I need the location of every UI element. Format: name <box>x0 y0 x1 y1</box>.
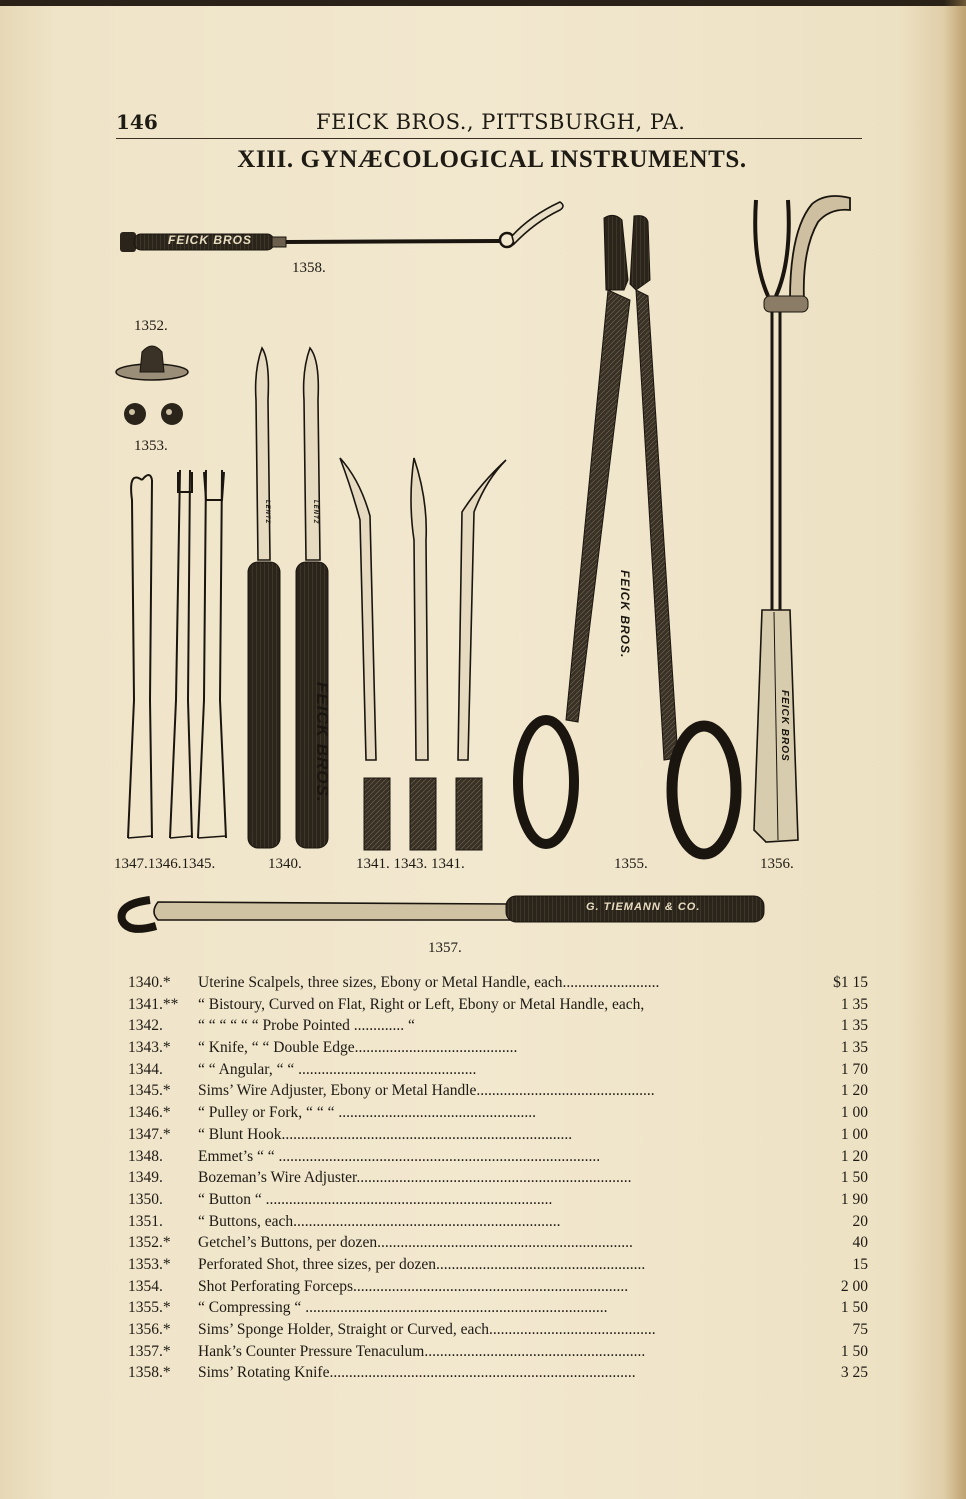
item-price: 1 50 <box>840 1299 868 1317</box>
price-row <box>128 1017 868 1039</box>
item-price: 75 <box>852 1321 868 1338</box>
item-price: 15 <box>852 1255 868 1273</box>
brand-inscription-holder: FEICK BROS <box>779 690 790 762</box>
price-row <box>128 1299 868 1321</box>
item-number: 1354. <box>128 1277 163 1295</box>
item-number: 1349. <box>128 1169 163 1187</box>
price-list <box>128 974 868 1386</box>
maker-inscription-scalpel-2: LENTZ <box>312 500 318 525</box>
price-row <box>128 1126 868 1148</box>
price-row <box>128 1148 868 1170</box>
item-number: 1357.* <box>128 1342 171 1360</box>
caption-1352: 1352. <box>134 318 168 334</box>
item-price: 40 <box>852 1234 868 1252</box>
item-number: 1343.* <box>128 1039 171 1057</box>
item-description: “ Bistoury, Curved on Flat, Right or Left, Ebony or Metal Handle, each, <box>198 995 645 1013</box>
item-number: 1355.* <box>128 1299 171 1317</box>
price-row <box>128 1082 868 1104</box>
price-row <box>128 996 868 1018</box>
item-number: 1344. <box>128 1060 163 1078</box>
item-price: 1 00 <box>840 1104 868 1122</box>
maker-inscription-scalpel-1: LENTZ <box>264 500 270 525</box>
item-number: 1351. <box>128 1212 163 1230</box>
item-price: 3 25 <box>840 1364 868 1382</box>
running-title: FEICK BROS., PITTSBURGH, PA. <box>316 110 686 134</box>
caption-1357: 1357. <box>428 940 462 956</box>
item-price: 1 20 <box>840 1147 868 1165</box>
caption-1341-1343-1341: 1341. 1343. 1341. <box>356 856 465 872</box>
item-description: Sims’ Sponge Holder, Straight or Curved, each........................................... <box>198 1321 656 1338</box>
price-row <box>128 1278 868 1300</box>
item-price: 1 50 <box>840 1342 868 1360</box>
item-price: 1 70 <box>840 1060 868 1078</box>
item-price: 2 00 <box>840 1277 868 1295</box>
caption-1356: 1356. <box>760 856 794 872</box>
wire-adjusters-1345-1347-illustration <box>128 470 226 838</box>
item-price: 1 20 <box>840 1082 868 1100</box>
item-description: Perforated Shot, three sizes, per dozen...................................................... <box>198 1255 646 1273</box>
compressing-forceps-1355-illustration <box>518 215 736 854</box>
item-description: “ Compressing “ .............................................................................. <box>198 1299 608 1317</box>
item-price: 1 50 <box>840 1169 868 1187</box>
item-description: Bozeman’s Wire Adjuster....................................................................... <box>198 1169 632 1187</box>
price-row <box>128 1234 868 1256</box>
item-price: $1 15 <box>833 974 868 991</box>
brand-inscription-knives: FEICK BROS. <box>313 682 332 803</box>
caption-1353: 1353. <box>134 438 168 454</box>
item-number: 1345.* <box>128 1082 171 1100</box>
item-number: 1356.* <box>128 1321 171 1338</box>
item-description: “ Pulley or Fork, “ “ “ ................................................... <box>198 1104 536 1122</box>
item-description: Hank’s Counter Pressure Tenaculum......................................................... <box>198 1342 646 1360</box>
perforated-shot-1353-illustration <box>124 403 183 425</box>
item-number: 1348. <box>128 1147 163 1165</box>
price-row <box>128 1104 868 1126</box>
item-description: Shot Perforating Forceps....................................................................... <box>198 1277 629 1295</box>
item-price: 1 00 <box>840 1125 868 1143</box>
price-row <box>128 1213 868 1235</box>
item-number: 1353.* <box>128 1255 171 1273</box>
price-row <box>128 1364 868 1386</box>
price-row <box>128 1169 868 1191</box>
price-row <box>128 1321 868 1343</box>
bistoury-knives-1341-1343-illustration <box>340 458 506 850</box>
item-number: 1341.** <box>128 995 179 1013</box>
caption-1340: 1340. <box>268 856 302 872</box>
item-description: “ Button “ .......................................................................... <box>198 1190 553 1208</box>
item-price: 1 35 <box>840 995 868 1013</box>
caption-1347-1346-1345: 1347.1346.1345. <box>114 856 216 872</box>
item-number: 1340.* <box>128 974 171 991</box>
item-description: Sims’ Wire Adjuster, Ebony or Metal Handle.............................................. <box>198 1082 655 1100</box>
item-description: Emmet’s “ “ ................................................................................... <box>198 1147 601 1165</box>
item-description: “ Blunt Hook........................................................................... <box>198 1125 573 1143</box>
item-number: 1358.* <box>128 1364 171 1382</box>
item-description: Getchel’s Buttons, per dozen.................................................................. <box>198 1234 633 1252</box>
section-title: XIII. GYNÆCOLOGICAL INSTRUMENTS. <box>237 146 747 173</box>
item-number: 1352.* <box>128 1234 171 1252</box>
price-row <box>128 1256 868 1278</box>
price-row <box>128 974 868 996</box>
item-description: Uterine Scalpels, three sizes, Ebony or Metal Handle, each......................... <box>198 974 660 991</box>
price-row <box>128 1191 868 1213</box>
item-number: 1350. <box>128 1190 163 1208</box>
item-number: 1347.* <box>128 1125 171 1143</box>
price-row <box>128 1061 868 1083</box>
item-price: 1 35 <box>840 1017 868 1035</box>
brand-inscription-1358: FEICK BROS <box>168 233 253 247</box>
price-row <box>128 1039 868 1061</box>
item-description: “ Buttons, each..................................................................... <box>198 1212 561 1230</box>
item-description: Sims’ Rotating Knife............................................................................... <box>198 1364 636 1382</box>
caption-1358: 1358. <box>292 260 326 276</box>
getchel-button-1352-illustration <box>116 346 188 380</box>
item-description: “ “ Angular, “ “ .............................................. <box>198 1060 477 1078</box>
caption-1355: 1355. <box>614 856 648 872</box>
item-price: 20 <box>852 1212 868 1230</box>
maker-inscription-1357: G. TIEMANN & CO. <box>586 901 701 913</box>
page-number: 146 <box>116 110 158 134</box>
brand-inscription-forceps: FEICK BROS. <box>618 570 632 659</box>
sponge-holder-1356-illustration <box>754 196 850 842</box>
item-price: 1 90 <box>840 1190 868 1208</box>
item-number: 1346.* <box>128 1104 171 1122</box>
item-number: 1342. <box>128 1017 163 1035</box>
item-price: 1 35 <box>840 1039 868 1057</box>
item-description: “ “ “ “ “ “ Probe Pointed ............. “ <box>198 1017 415 1035</box>
item-description: “ Knife, “ “ Double Edge.......................................... <box>198 1039 518 1057</box>
price-row <box>128 1343 868 1365</box>
